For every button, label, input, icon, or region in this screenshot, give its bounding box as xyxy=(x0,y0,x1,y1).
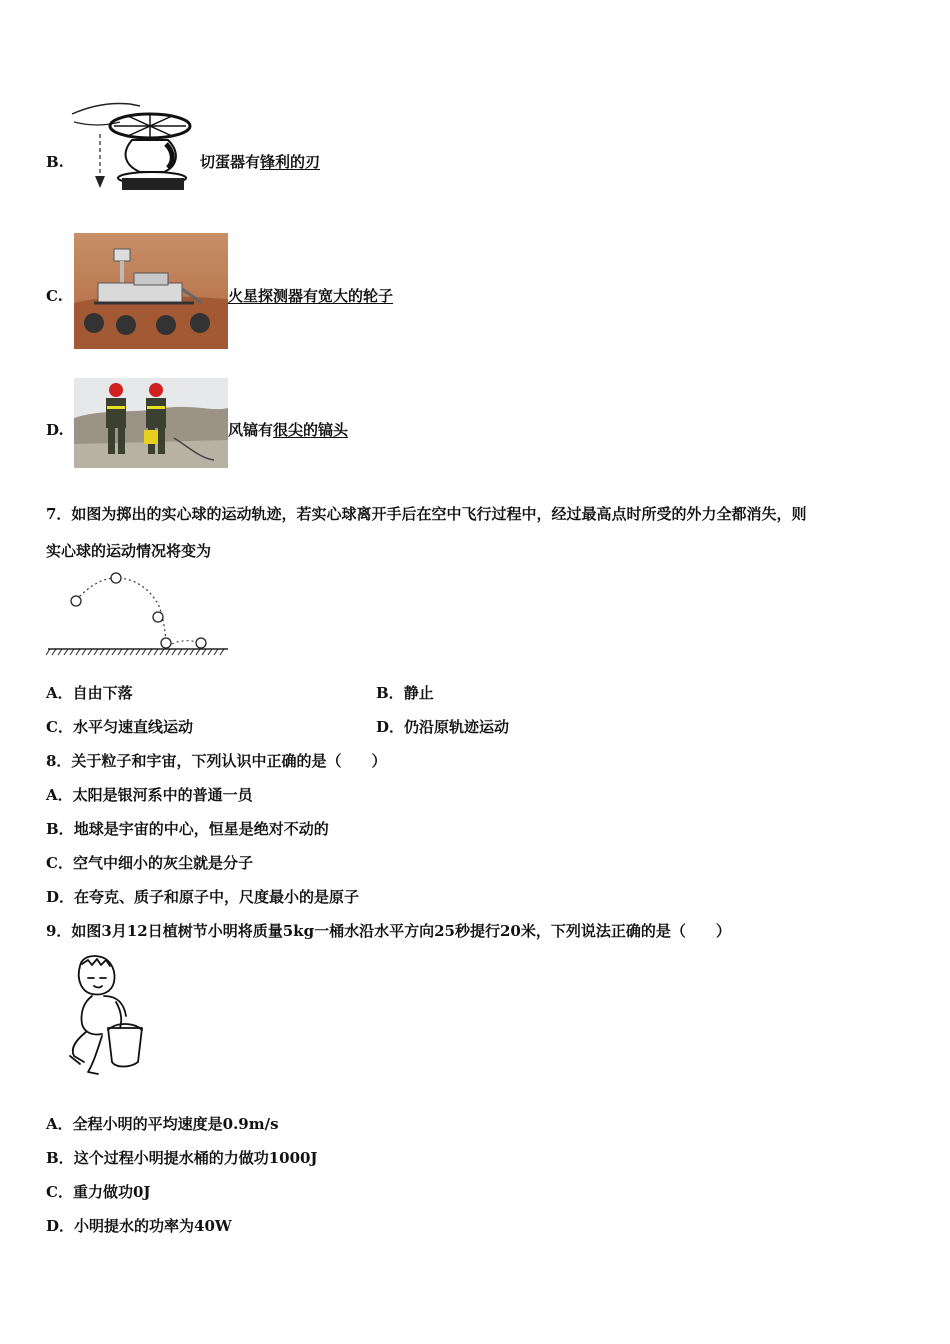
q7-option-c: C．水平匀速直线运动 xyxy=(46,718,193,736)
q7-stem-line2: 实心球的运动情况将变为 xyxy=(46,542,212,560)
option-d-letter: D. xyxy=(46,421,64,439)
option-b-letter: B. xyxy=(46,153,64,171)
q9-option-c: C．重力做功0J xyxy=(46,1183,151,1201)
q7-option-b: B．静止 xyxy=(376,684,434,702)
q9-option-b: B．这个过程小明提水桶的力做功1000J xyxy=(46,1149,318,1167)
q7-stem-line1: 7．如图为掷出的实心球的运动轨迹，若实心球离开手后在空中飞行过程中，经过最高点时所受的外力全都消失，则 xyxy=(46,505,807,523)
boy-carrying-bucket-figure xyxy=(64,952,148,1080)
option-b-text-underlined: 锋利的刃 xyxy=(260,153,321,171)
q9-option-a: A．全程小明的平均速度是0.9m/s xyxy=(46,1115,279,1133)
option-b-text-plain: 切蛋器有 xyxy=(200,153,261,171)
shot-put-trajectory-figure xyxy=(46,570,230,658)
mars-rover-image xyxy=(74,233,228,349)
q8-stem: 8．关于粒子和宇宙，下列认识中正确的是（ ） xyxy=(46,752,387,770)
option-c-text: 火星探测器有宽大的轮子 xyxy=(228,287,394,305)
egg-slicer-image xyxy=(70,100,194,196)
q7-option-d: D．仍沿原轨迹运动 xyxy=(376,718,510,736)
q8-option-d: D．在夸克、质子和原子中，尺度最小的是原子 xyxy=(46,888,360,906)
q8-option-b: B．地球是宇宙的中心，恒星是绝对不动的 xyxy=(46,820,329,838)
option-d-text xyxy=(228,421,348,439)
option-d-text-plain: 风镐有 xyxy=(228,421,274,439)
q9-stem: 9．如图3月12日植树节小明将质量5kg一桶水沿水平方向25秒提行20米，下列说法正确的是（ ） xyxy=(46,922,731,940)
option-b-text xyxy=(200,153,320,171)
q8-option-c: C．空气中细小的灰尘就是分子 xyxy=(46,854,253,872)
pneumatic-pick-workers-image xyxy=(74,378,228,468)
option-c-letter: C. xyxy=(46,287,63,305)
option-d-text-underlined: 很尖的镐头 xyxy=(273,421,349,439)
q9-option-d: D．小明提水的功率为40W xyxy=(46,1217,232,1235)
q7-option-a: A．自由下落 xyxy=(46,684,133,702)
q8-option-a: A．太阳是银河系中的普通一员 xyxy=(46,786,253,804)
